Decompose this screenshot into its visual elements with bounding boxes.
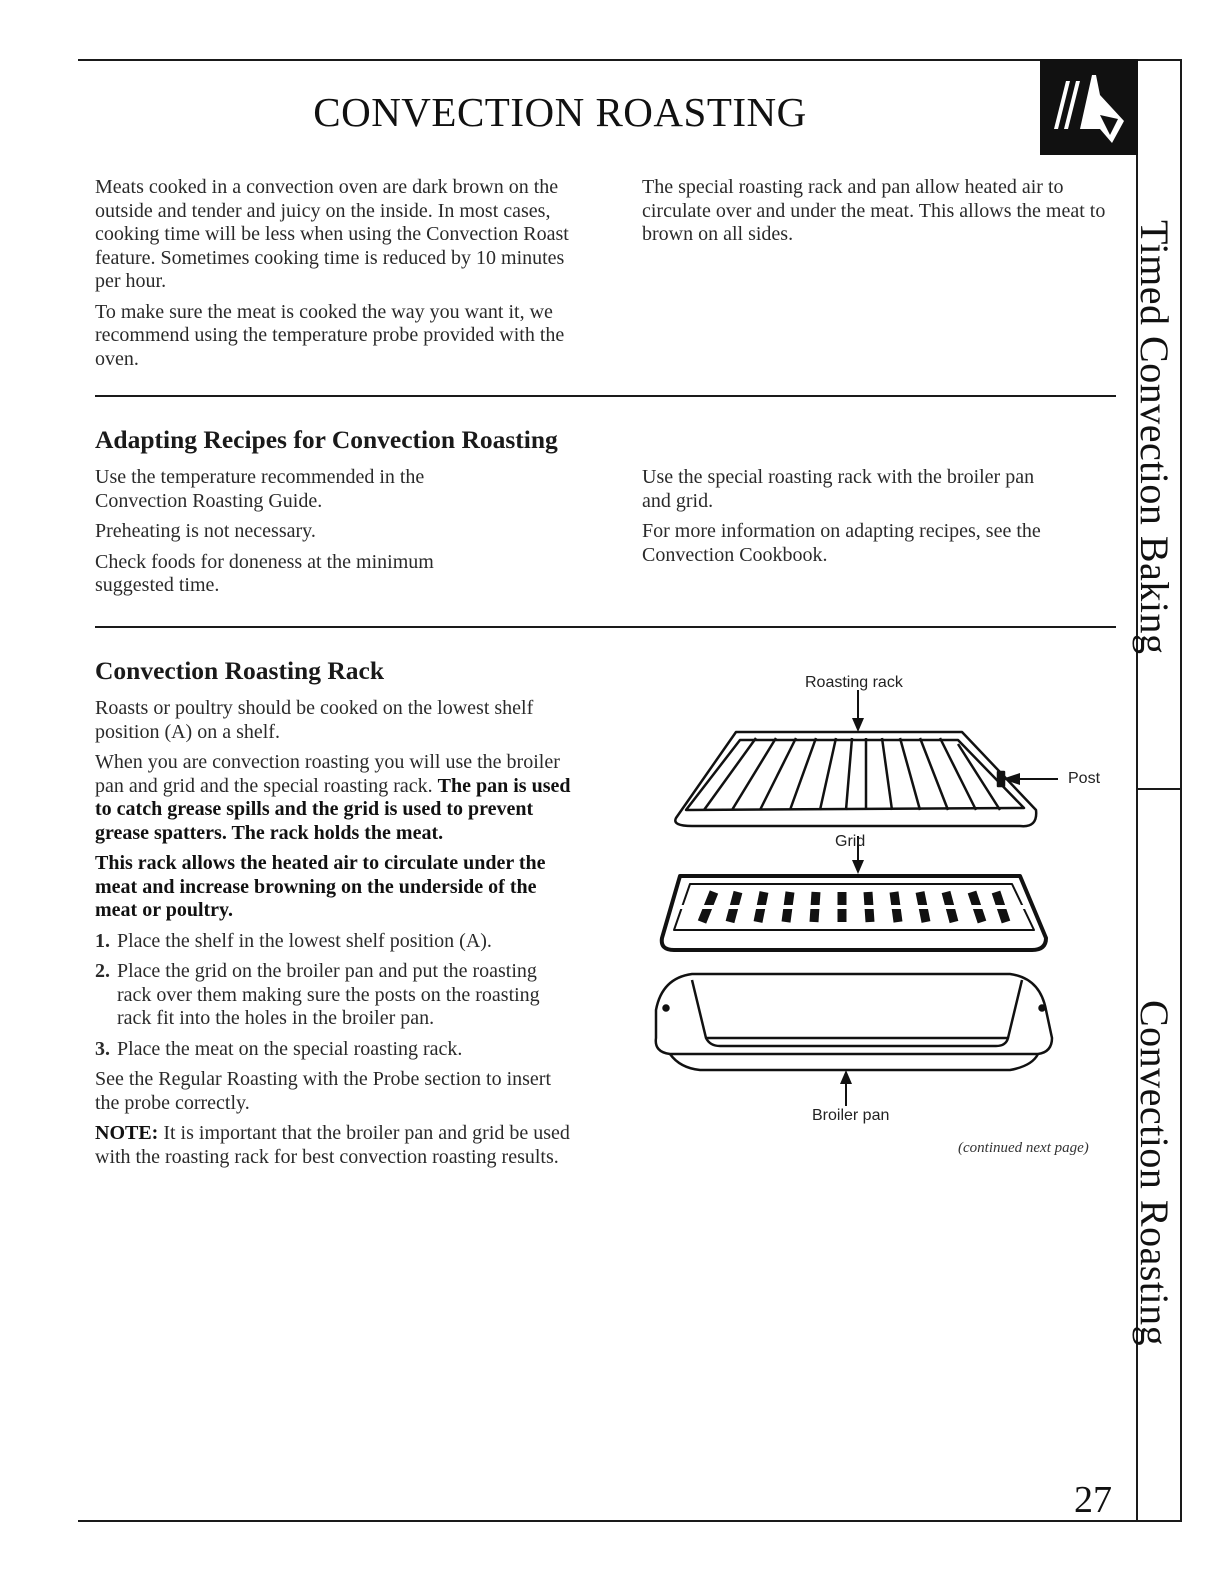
rack-note-label: NOTE:: [95, 1122, 159, 1144]
adapting-item-3: Check foods for doneness at the minimum suggested time.: [95, 550, 434, 596]
side-tab-upper-label: Timed Convection Baking: [1132, 220, 1177, 655]
diagram-drawing: [640, 660, 1120, 1140]
roasting-diagram: [640, 660, 1120, 1140]
intro-right-column: [642, 176, 1112, 254]
rack-step-1: [95, 930, 575, 954]
rack-step-2-number: 2.: [95, 960, 110, 982]
rack-step-2-text: Place the grid on the broiler pan and put the roasting rack over them making sure the posts on the roasting rack fit into the holes in the broiler pan.: [117, 960, 540, 1029]
rack-step-3-text: Place the meat on the special roasting rack.: [117, 1037, 463, 1060]
rack-step-3-number: 3.: [95, 1037, 110, 1060]
label-grid: Grid: [835, 833, 866, 850]
label-post: Post: [1068, 770, 1101, 787]
section-divider-1: [95, 395, 1116, 397]
section-divider-2: [95, 626, 1116, 628]
adapting-left-column: [95, 466, 515, 605]
intro-paragraph-3: The special roasting rack and pan allow heated air to circulate over and under the meat. This allows the meat to brown on all sides.: [642, 176, 1106, 245]
brand-logo-icon: [1040, 59, 1138, 155]
rack-step-1-number: 1.: [95, 929, 110, 952]
rack-step-1-text: Place the shelf in the lowest shelf position (A).: [117, 929, 492, 952]
rack-paragraph-3: This rack allows the heated air to circulate under the meat and increase browning on the underside of the meat or poultry.: [95, 852, 546, 921]
adapting-right-column: [642, 466, 1062, 574]
continued-note: (continued next page): [958, 1140, 1089, 1156]
broiler-pan-drawing: [656, 974, 1052, 1070]
adapting-heading: Adapting Recipes for Convection Roasting: [95, 425, 558, 454]
grid-drawing: [662, 876, 1046, 950]
page-title: CONVECTION ROASTING: [313, 89, 807, 135]
rack-paragraph-2-text: When you are convection roasting you will use the broiler pan and grid and the special roasting rack.: [95, 751, 560, 797]
rack-paragraph-2: [95, 751, 575, 845]
rack-paragraph-4: See the Regular Roasting with the Probe section to insert the probe correctly.: [95, 1068, 552, 1114]
intro-left-column: [95, 176, 575, 378]
rack-step-3: [95, 1038, 575, 1062]
rack-note-text: It is important that the broiler pan and grid be used with the roasting rack for best convection roasting results.: [95, 1122, 570, 1168]
rack-paragraph-2-bold: The pan is used to catch grease spills and the grid is used to prevent grease spatters. The rack holds the meat.: [95, 774, 571, 844]
intro-paragraph-2: To make sure the meat is cooked the way you want it, we recommend using the temperature probe provided with the oven.: [95, 300, 565, 370]
rack-note: [95, 1122, 575, 1169]
adapting-item-2: Preheating is not necessary.: [95, 520, 316, 542]
page-number: 27: [1074, 1479, 1112, 1521]
side-tab-divider: [1136, 788, 1182, 790]
side-tab-lower-label: Convection Roasting: [1132, 1000, 1177, 1347]
rack-step-2: [95, 960, 575, 1031]
rack-heading: Convection Roasting Rack: [95, 656, 385, 685]
label-broiler-pan: Broiler pan: [812, 1107, 890, 1124]
bottom-rule: [78, 1520, 1182, 1522]
intro-paragraph-1: Meats cooked in a convection oven are dark brown on the outside and tender and juicy on the inside. In most cases, cooking time will be less when using the Convection Roast feature. Sometimes cooking time is reduced by 10 minutes per hour.: [95, 176, 569, 292]
rack-paragraph-1: Roasts or poultry should be cooked on the lowest shelf position (A) on a shelf.: [95, 697, 534, 743]
adapting-item-1: Use the temperature recommended in the Convection Roasting Guide.: [95, 466, 425, 512]
rack-text-column: [95, 697, 575, 1176]
roasting-rack-drawing: [675, 732, 1036, 826]
side-tab-right-border: [1180, 59, 1182, 1522]
adapting-item-5: For more information on adapting recipes, see the Convection Cookbook.: [642, 520, 1041, 566]
adapting-item-4: Use the special roasting rack with the broiler pan and grid.: [642, 466, 1035, 512]
top-rule: [78, 59, 1182, 61]
label-roasting-rack: Roasting rack: [805, 674, 903, 691]
